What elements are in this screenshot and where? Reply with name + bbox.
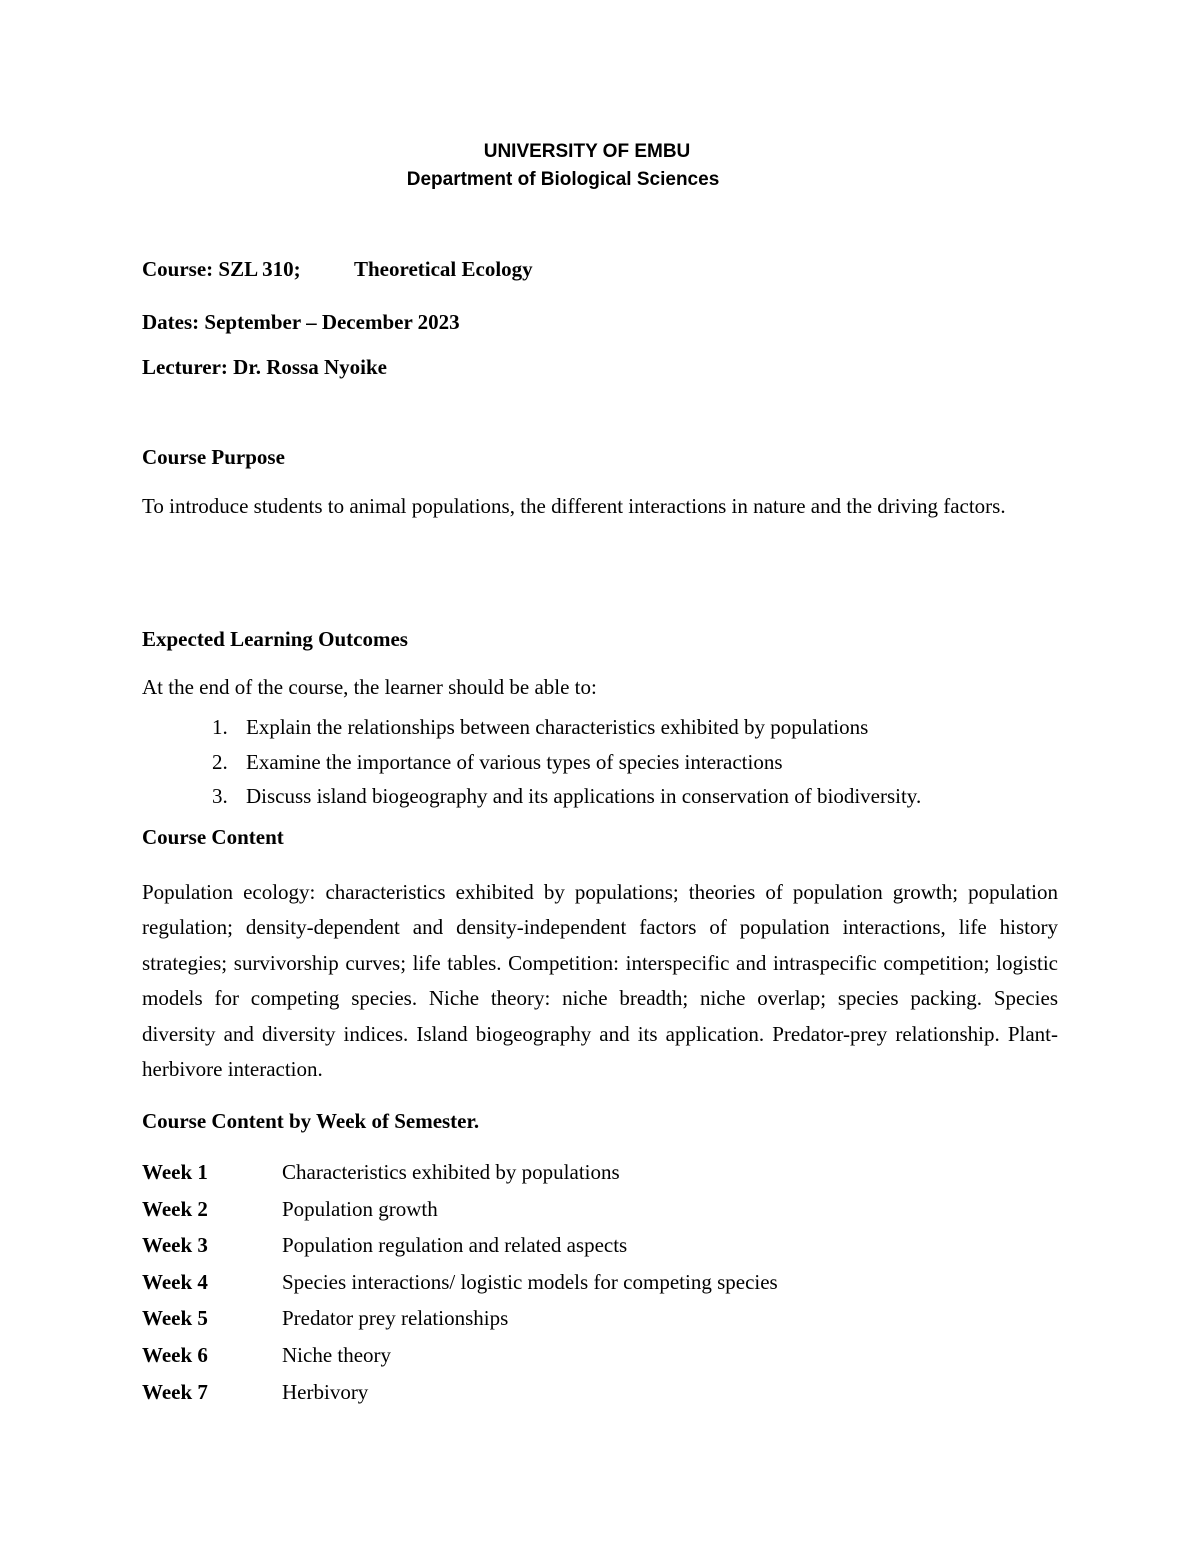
list-text: Examine the importance of various types of species interactions: [246, 749, 783, 774]
outcomes-intro: At the end of the course, the learner should be able to:: [142, 675, 597, 699]
week-topic: Characteristics exhibited by populations: [282, 1160, 620, 1184]
content-text: Population ecology: characteristics exhibited by populations; theories of population growth; population regulation; density-dependent and density-independent factors of population interactions, life history strategies; survivorship curves; life tables. Competition: interspecific and intraspecific competition; logistic models for competing species. Niche theory: niche breadth; niche overlap; species packing. Species diversity and diversity indices. Island biogeography and its application. Predator-prey relationship. Plant-herbivore interaction.: [142, 880, 1058, 1082]
department-title: Department of Biological Sciences: [406, 169, 720, 190]
course-code: Course: SZL 310;: [142, 257, 301, 281]
week-label: Week 2: [142, 1196, 208, 1221]
list-text: Discuss island biogeography and its applications in conservation of biodiversity.: [246, 784, 922, 809]
week-row: [142, 1227, 778, 1264]
week-topic: Species interactions/ logistic models for competing species: [282, 1269, 778, 1294]
week-topic: Population growth: [282, 1196, 438, 1221]
week-label: Week 5: [142, 1306, 208, 1331]
weekly-schedule: [142, 1154, 778, 1410]
list-item: [212, 745, 921, 780]
week-topic: Herbivory: [282, 1379, 369, 1404]
week-label: Week 1: [142, 1160, 208, 1184]
list-item: [212, 710, 921, 745]
course-dates: Dates: September – December 2023: [142, 310, 460, 334]
outcomes-list: [212, 710, 921, 814]
week-topic: Population regulation and related aspects: [282, 1233, 628, 1258]
week-row: [142, 1300, 778, 1337]
week-row: [142, 1154, 778, 1191]
university-title: UNIVERSITY OF EMBU: [483, 141, 691, 162]
week-row: [142, 1264, 778, 1301]
week-label: Week 6: [142, 1342, 208, 1367]
week-topic: Predator prey relationships: [282, 1306, 509, 1331]
list-item: [212, 779, 921, 814]
list-number: 2.: [212, 749, 228, 774]
list-number: 3.: [212, 784, 228, 809]
week-topic: Niche theory: [282, 1342, 392, 1367]
week-label: Week 3: [142, 1233, 208, 1258]
course-line: [142, 257, 533, 281]
week-label: Week 4: [142, 1269, 208, 1294]
week-row: [142, 1191, 778, 1228]
weekly-heading: Course Content by Week of Semester.: [142, 1109, 480, 1133]
content-heading: Course Content: [142, 825, 284, 849]
outcomes-heading: Expected Learning Outcomes: [142, 627, 408, 651]
purpose-text: To introduce students to animal populations, the different interactions in nature and the driving factors.: [142, 494, 1006, 518]
course-title: Theoretical Ecology: [354, 257, 533, 281]
week-row: [142, 1374, 778, 1411]
course-lecturer: Lecturer: Dr. Rossa Nyoike: [142, 355, 387, 379]
list-text: Explain the relationships between characteristics exhibited by populations: [246, 715, 869, 739]
list-number: 1.: [212, 715, 228, 739]
purpose-heading: Course Purpose: [142, 445, 285, 469]
week-label: Week 7: [142, 1379, 208, 1404]
week-row: [142, 1337, 778, 1374]
